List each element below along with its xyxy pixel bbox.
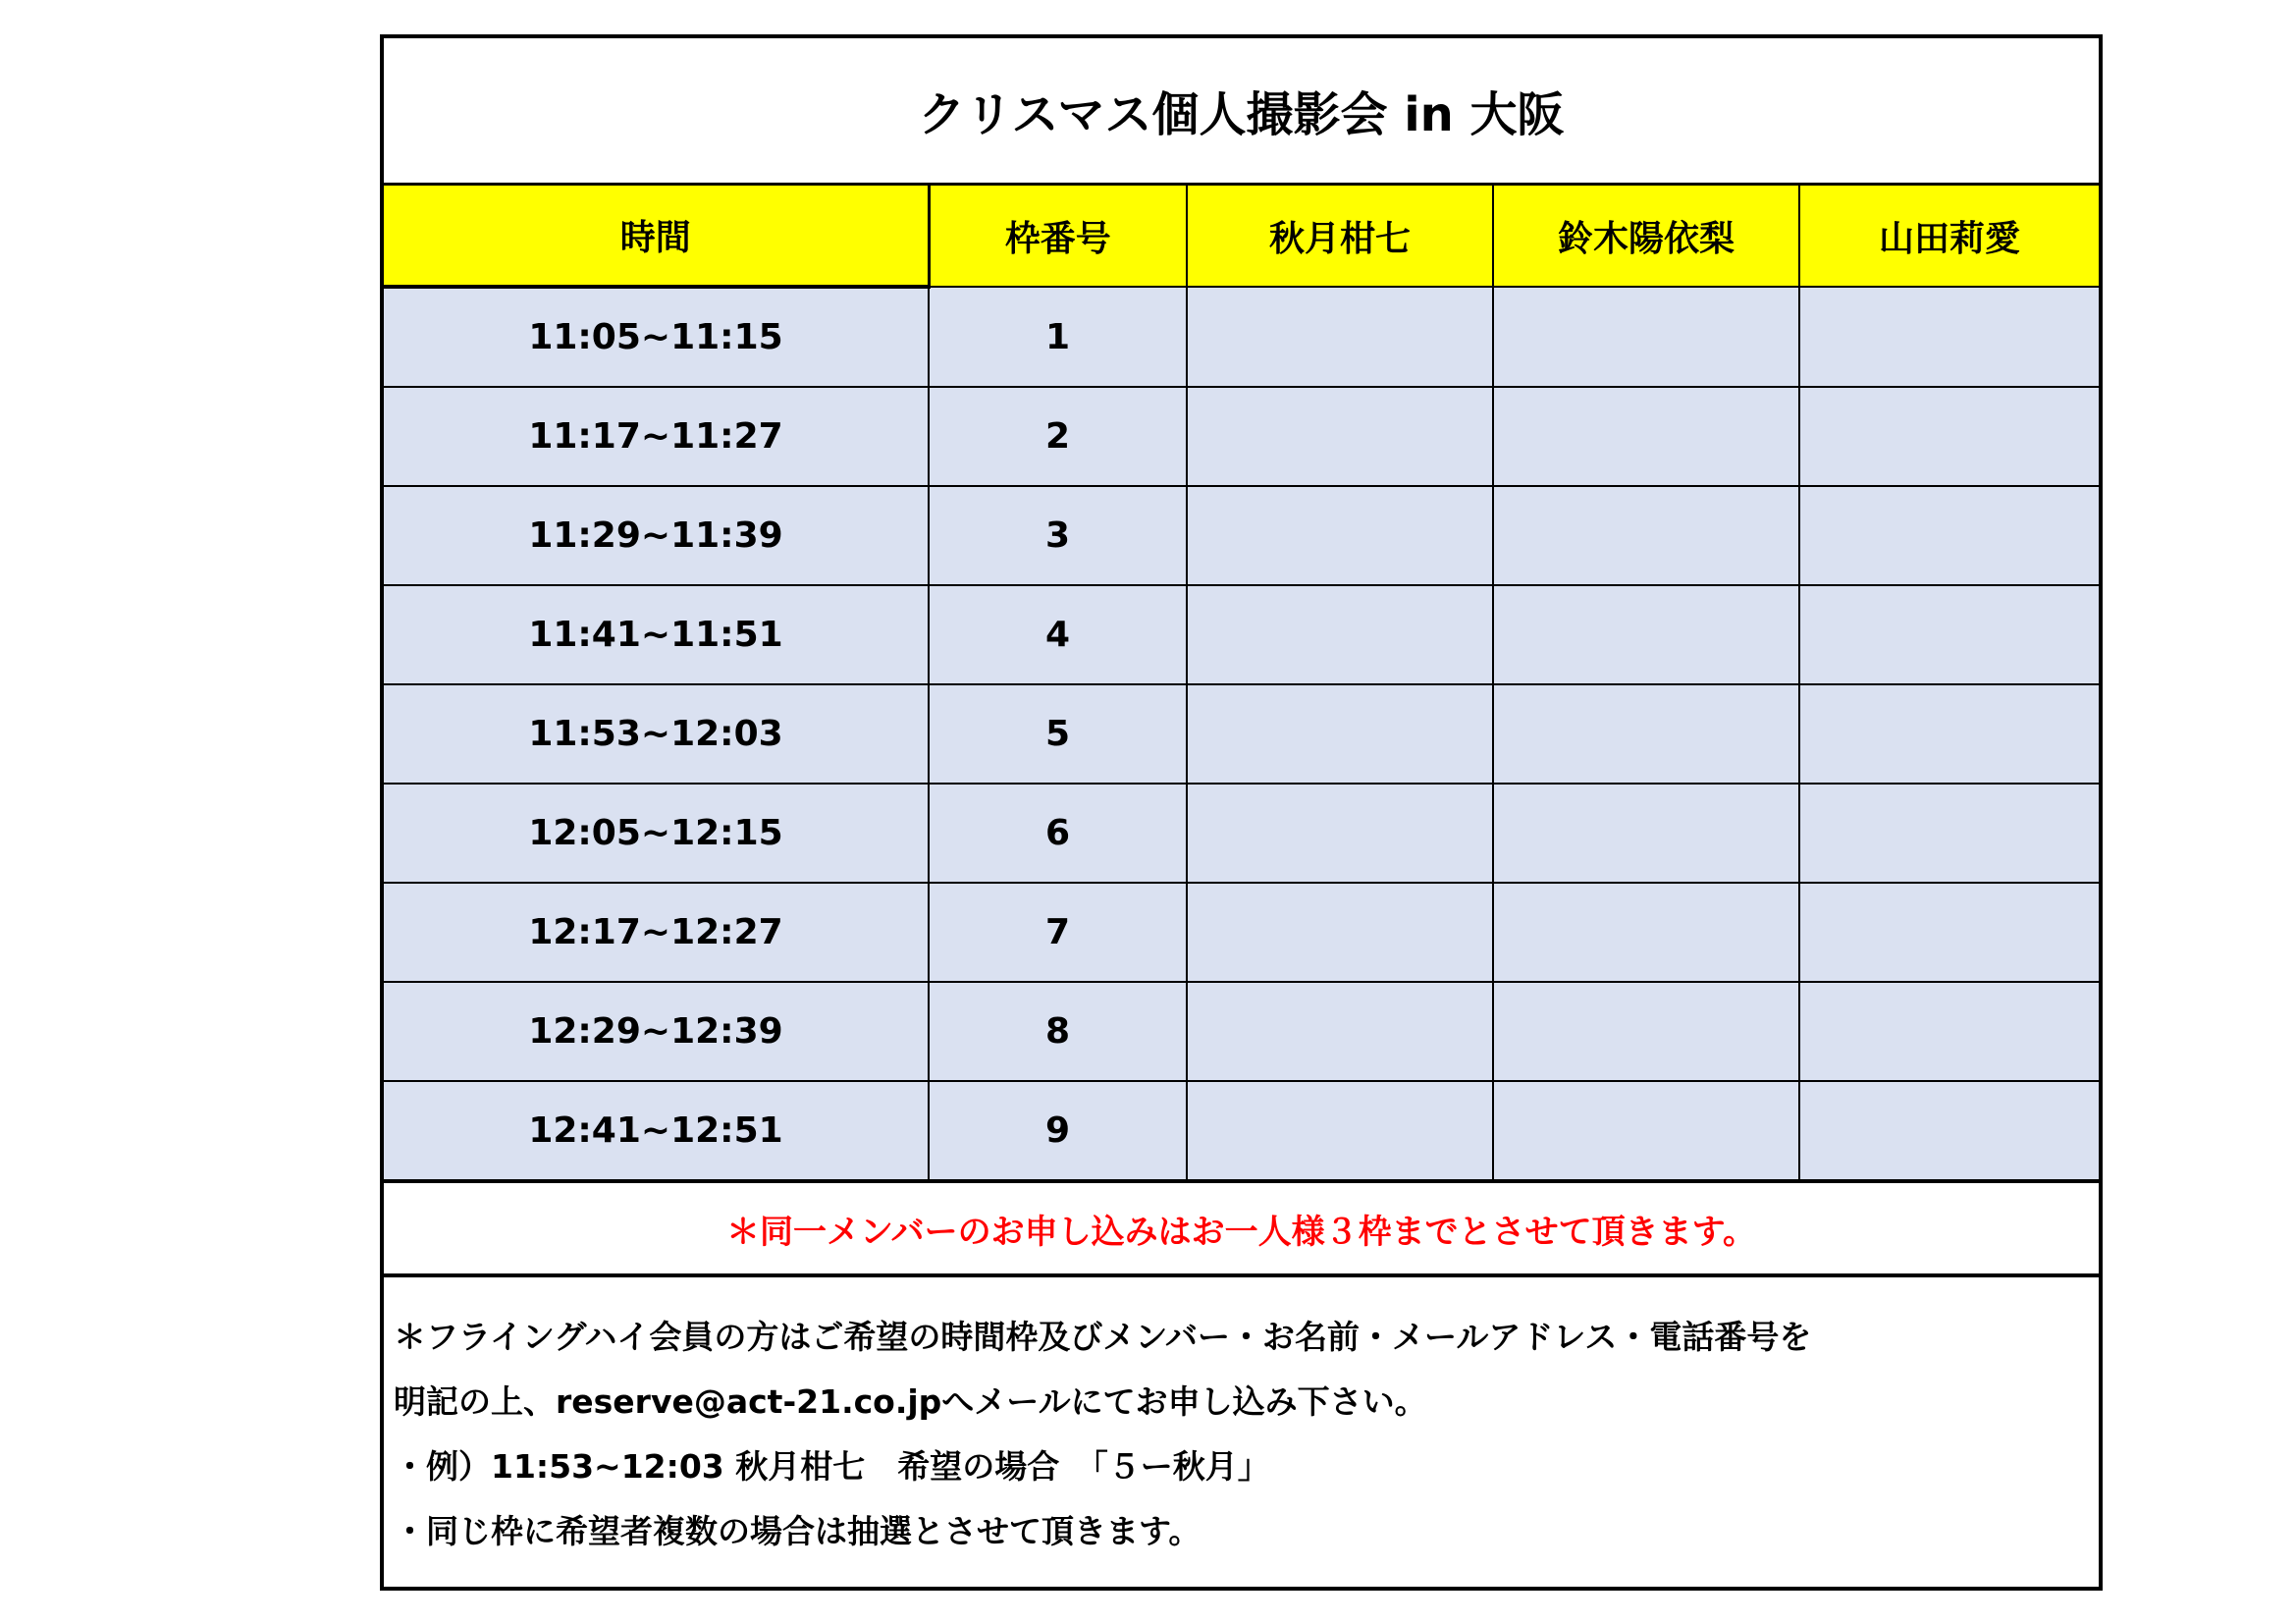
table-row <box>384 585 2099 684</box>
header-member-3: 山田莉愛 <box>1799 186 2099 287</box>
time-cell: 11:53~12:03 <box>384 684 929 784</box>
member-1-cell <box>1187 784 1493 883</box>
member-3-cell <box>1799 883 2099 982</box>
member-2-cell <box>1493 585 1799 684</box>
time-cell: 12:29~12:39 <box>384 982 929 1081</box>
schedule-sheet <box>380 34 2103 1591</box>
slot-cell: 3 <box>929 486 1187 585</box>
header-member-2: 鈴木陽依梨 <box>1493 186 1799 287</box>
table-row <box>384 486 2099 585</box>
time-cell: 11:05~11:15 <box>384 287 929 387</box>
slot-cell: 1 <box>929 287 1187 387</box>
member-3-cell <box>1799 585 2099 684</box>
member-2-cell <box>1493 982 1799 1081</box>
table-row <box>384 387 2099 486</box>
table-row <box>384 287 2099 387</box>
slot-cell: 8 <box>929 982 1187 1081</box>
time-cell: 12:41~12:51 <box>384 1081 929 1179</box>
member-1-cell <box>1187 883 1493 982</box>
member-2-cell <box>1493 784 1799 883</box>
header-time: 時間 <box>384 186 929 287</box>
slot-cell: 4 <box>929 585 1187 684</box>
slot-cell: 2 <box>929 387 1187 486</box>
slot-cell: 7 <box>929 883 1187 982</box>
instruction-line: ・例）11:53~12:03 秋月柑七 希望の場合 「５ー秋月」 <box>394 1447 1270 1486</box>
header-slot-number: 枠番号 <box>929 186 1187 287</box>
member-1-cell <box>1187 982 1493 1081</box>
member-1-cell <box>1187 486 1493 585</box>
member-3-cell <box>1799 486 2099 585</box>
table-row <box>384 684 2099 784</box>
table-row <box>384 982 2099 1081</box>
slot-cell: 5 <box>929 684 1187 784</box>
member-3-cell <box>1799 684 2099 784</box>
member-1-cell <box>1187 287 1493 387</box>
time-cell: 11:17~11:27 <box>384 387 929 486</box>
time-cell: 12:17~12:27 <box>384 883 929 982</box>
time-cell: 11:41~11:51 <box>384 585 929 684</box>
instruction-line: 明記の上、reserve@act-21.co.jpへメールにてお申し込み下さい。 <box>394 1382 1427 1421</box>
table-row <box>384 784 2099 883</box>
member-3-cell <box>1799 287 2099 387</box>
page-title: クリスマス個人撮影会 in 大阪 <box>384 38 2099 186</box>
member-2-cell <box>1493 287 1799 387</box>
schedule-table <box>384 186 2099 1179</box>
time-cell: 12:05~12:15 <box>384 784 929 883</box>
instruction-line: ＊フライングハイ会員の方はご希望の時間枠及びメンバー・お名前・メールアドレス・電話番号を <box>394 1318 1812 1356</box>
member-2-cell <box>1493 486 1799 585</box>
member-2-cell <box>1493 1081 1799 1179</box>
time-cell: 11:29~11:39 <box>384 486 929 585</box>
member-3-cell <box>1799 982 2099 1081</box>
header-member-1: 秋月柑七 <box>1187 186 1493 287</box>
member-3-cell <box>1799 387 2099 486</box>
member-2-cell <box>1493 883 1799 982</box>
slot-cell: 6 <box>929 784 1187 883</box>
member-1-cell <box>1187 684 1493 784</box>
instruction-line: ・同じ枠に希望者複数の場合は抽選とさせて頂きます。 <box>394 1512 1201 1550</box>
member-3-cell <box>1799 784 2099 883</box>
table-row <box>384 883 2099 982</box>
instructions-block <box>384 1277 2099 1564</box>
member-1-cell <box>1187 585 1493 684</box>
member-1-cell <box>1187 387 1493 486</box>
member-2-cell <box>1493 387 1799 486</box>
member-2-cell <box>1493 684 1799 784</box>
header-row <box>384 186 2099 287</box>
member-3-cell <box>1799 1081 2099 1179</box>
member-1-cell <box>1187 1081 1493 1179</box>
limit-note: ＊同一メンバーのお申し込みはお一人様３枠までとさせて頂きます。 <box>384 1179 2099 1277</box>
slot-cell: 9 <box>929 1081 1187 1179</box>
table-row <box>384 1081 2099 1179</box>
